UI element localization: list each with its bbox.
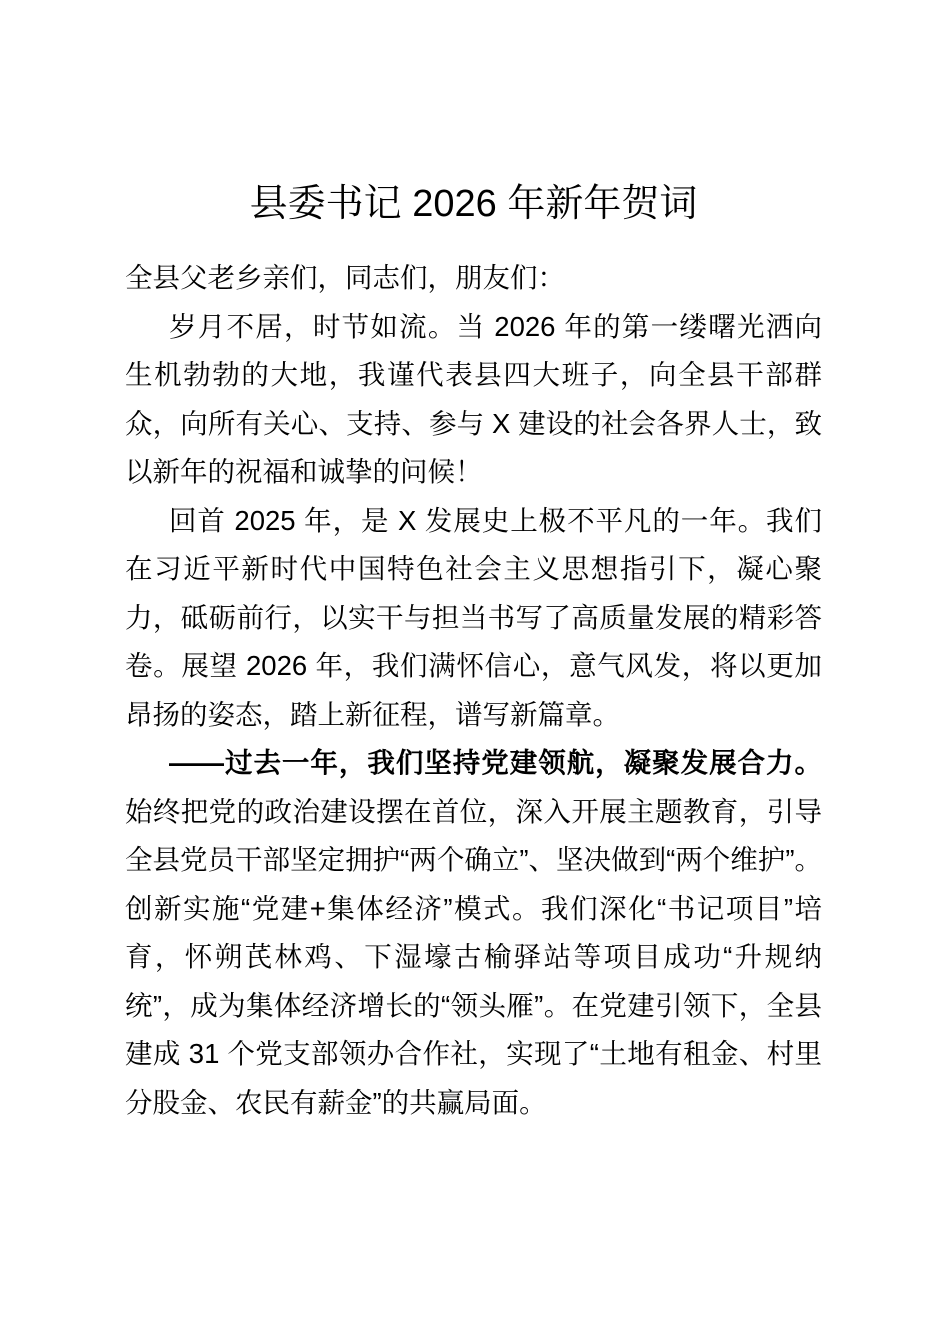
document-body [125, 254, 822, 1127]
text-segment: 全县父老乡亲们，同志们，朋友们： [125, 262, 565, 293]
paragraph [125, 303, 822, 497]
text-segment: 岁月不居，时节如流。当 2026 年的第一缕曙光洒向生机勃勃的大地，我谨代表县四大班子，向全县干部群众，向所有关心、支持、参与 X 建设的社会各界人士，致以新年的祝福和诚挚的问候！ [125, 310, 822, 487]
paragraph [125, 254, 822, 303]
bold-text-segment: ——过去一年，我们坚持党建领航，凝聚发展合力。 [169, 747, 822, 778]
paragraph [125, 739, 822, 1127]
paragraph [125, 497, 822, 740]
text-segment: 始终把党的政治建设摆在首位，深入开展主题教育，引导全县党员干部坚定拥护“两个确立”、坚决做到“两个维护”。创新实施“党建+集体经济”模式。我们深化“书记项目”培育，怀朔芪林鸡、下湿壕古榆驿站等项目成功“升规纳统”，成为集体经济增长的“领头雁”。在党建引领下，全县建成 31 个党支部领办合作社，实现了“土地有租金、村里分股金、农民有薪金”的共赢局面。 [125, 795, 822, 1118]
text-segment: 回首 2025 年，是 X 发展史上极不平凡的一年。我们在习近平新时代中国特色社会主义思想指引下，凝心聚力，砥砺前行，以实干与担当书写了高质量发展的精彩答卷。展望 2026 年，我们满怀信心，意气风发，将以更加昂扬的姿态，踏上新征程，谱写新篇章。 [125, 504, 822, 730]
document-title: 县委书记 2026 年新年贺词 [249, 183, 698, 225]
